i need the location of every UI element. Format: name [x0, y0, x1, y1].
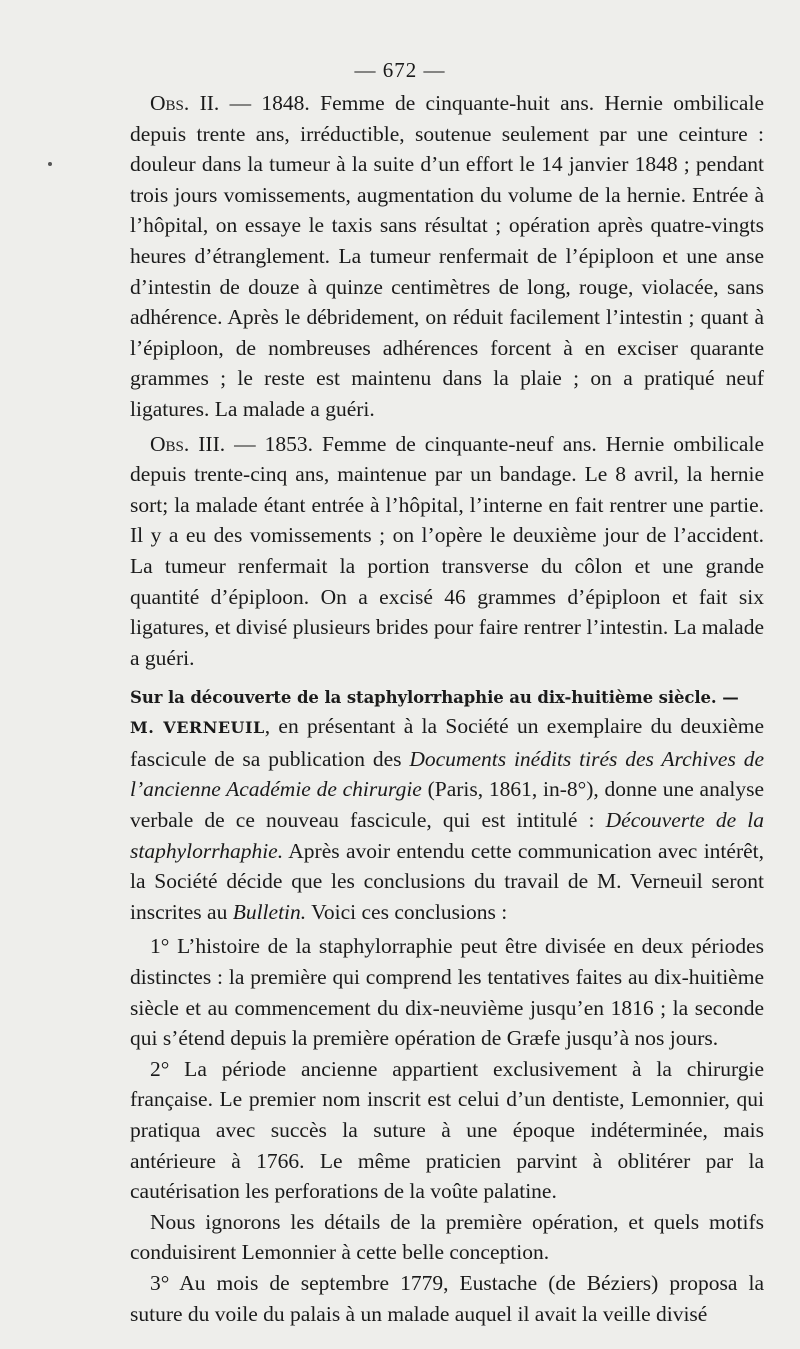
conclusion-2: 2° La période ancienne appartient exclusivement à la chirurgie française. Le premier nom inscrit est celui d’un dentiste, Lemonnier, qui pratiqua avec succès la suture à une époque indéterminée, mais antérieure à 1766. Le même praticien parvint à oblitérer par la cautérisation les perforations de la voûte palatine.	[130, 1056, 764, 1204]
conclusion-2-continued: Nous ignorons les détails de la première opération, et quels motifs conduisirent Lemonnier à cette belle conception.	[130, 1209, 764, 1265]
verneuil-intro	[130, 711, 764, 927]
intro-part-1: , en présentant à la Société un exemplaire du deuxième fascicule de sa publication des	[130, 714, 765, 771]
observation-3-label: Obs. III.	[150, 431, 226, 456]
page-body	[130, 88, 764, 1329]
observation-2-text: — 1848. Femme de cinquante-huit ans. Hernie ombilicale depuis trente ans, irréductible, soutenue seulement par une ceinture : douleur dans la tumeur à la suite d’un effort le 14 janvier 1848 ; pendant trois jours vomissements, augmentation du volume de la hernie. Entrée à l’hôpital, on essaye le taxis sans résultat ; opération après quatre-vingts heures d’étranglement. La tumeur renfermait de l’épiploon et une anse d’intestin de douze à quinze centimètres de long, rouge, violacée, sans adhérence. Après le débridement, on réduit facilement l’intestin ; quant à l’épiploon, de nombreuses adhérences forcent à en exciser quarante grammes ; le reste est maintenu dans la plaie ; on a pratiqué neuf ligatures. La malade a guéri.	[130, 91, 764, 421]
page-number: — 672 —	[354, 58, 446, 82]
bulletin-title: Bulletin.	[232, 899, 307, 924]
observation-3	[130, 429, 764, 674]
margin-speck	[48, 162, 52, 166]
intro-part-2: (Paris, 1861, in-8°), donne une analyse verbale de ce nouveau fascicule, qui est intitulé :	[130, 777, 765, 833]
fascicle-title: Découverte de la staphylorrhaphie.	[130, 808, 764, 863]
observation-2-label: Obs. II.	[150, 91, 220, 115]
observation-3-text: — 1853. Femme de cinquante-neuf ans. Hernie ombilicale depuis trente-cinq ans, maintenue par un bandage. Le 8 avril, la hernie sort; la malade étant entrée à l’hôpital, l’interne en fait rentrer une partie. Il y a eu des vomissements ; on l’opère le deuxième jour de l’accident. La tumeur renfermait la portion transverse du côlon et une grande quantité d’épiploon. On a excisé 46 grammes d’épiploon et fait six ligatures, et divisé plusieurs brides pour faire rentrer l’intestin. La malade a guéri.	[130, 431, 764, 670]
conclusion-3: 3° Au mois de septembre 1779, Eustache (de Béziers) proposa la suture du voile du palais à un malade auquel il avait la veille divisé	[130, 1270, 764, 1326]
publication-title: Documents inédits tirés des Archives de l’ancienne Académie de chirurgie	[130, 746, 764, 802]
conclusion-1: 1° L’histoire de la staphylorraphie peut être divisée en deux périodes distinctes : la première qui comprend les tentatives faites au dix-huitième siècle et au commencement du dix-neuvième jusqu’en 1816 ; la seconde qui s’étend depuis la première opération de Græfe jusqu’à nos jours.	[130, 934, 764, 1051]
speaker-name: M. VERNEUIL	[130, 718, 265, 738]
observation-2	[130, 88, 764, 425]
intro-part-3: Après avoir entendu cette communication avec intérêt, la Société décide que les conclusions du travail de M. Verneuil seront inscrites au	[130, 838, 764, 924]
section-heading: Sur la découverte de la staphylorrhaphie au dix-huitième siècle. —	[130, 688, 739, 708]
intro-part-4: Voici ces conclusions :	[306, 899, 508, 924]
